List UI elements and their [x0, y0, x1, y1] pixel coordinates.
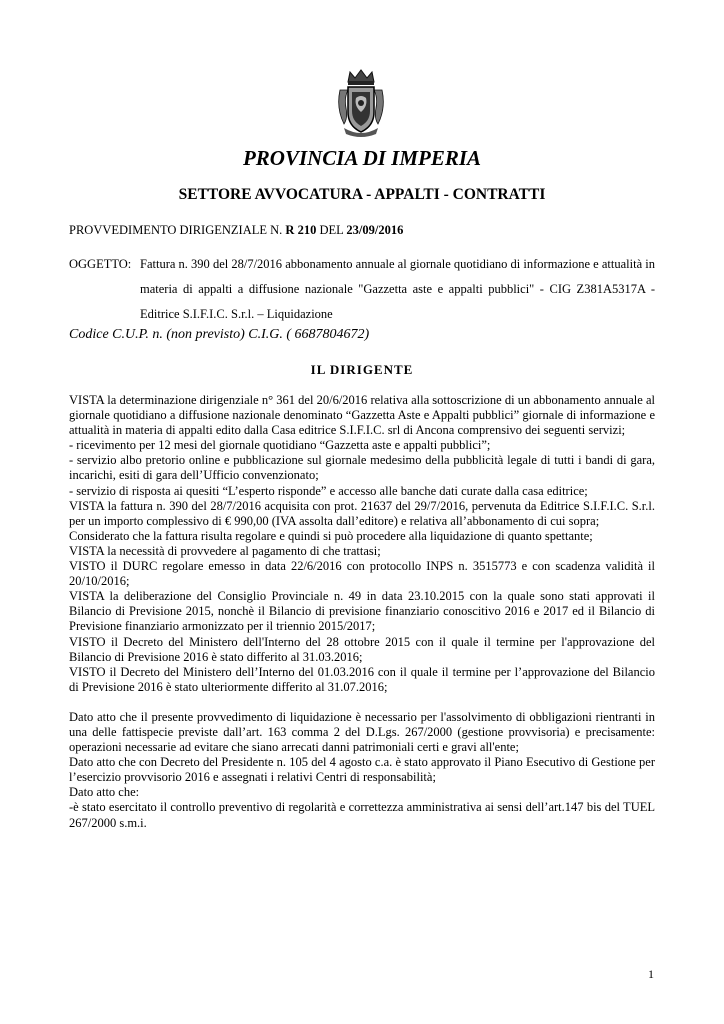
provvedimento-date: 23/09/2016 [346, 223, 404, 237]
paragraph: VISTA la fattura n. 390 del 28/7/2016 acquisita con prot. 21637 del 29/7/2016, pervenuta da Editrice S.I.F.I.C. S.r.l. per un importo complessivo di € 990,00 (IVA assolta dall’editore) e relativa all’abbonamento di cui sopra; [69, 498, 655, 528]
paragraph: VISTA la deliberazione del Consiglio Provinciale n. 49 in data 23.10.2015 con la quale sono stati approvati il Bilancio di Previsione 2015, nonchè il Bilancio di previsione finanziario conoscitivo 2016 e 2017 ed il Bilancio di Previsione finanziario armonizzato per il triennio 2015/2017; [69, 589, 655, 634]
provvedimento-del: DEL [316, 223, 347, 237]
document-body [69, 393, 655, 831]
paragraph: VISTA la determinazione dirigenziale n° 361 del 20/6/2016 relativa alla sottoscrizione di un abbonamento annuale al giornale quotidiano a diffusione nazionale denominato “Gazzetta Aste e Appalti pubblici” giornale di informazione e attualità in materia di appalti edito dalla Casa editrice S.I.F.I.C. srl di Ancona comprensivo dei seguenti servizi; [69, 393, 655, 438]
codice-cup-cig: Codice C.U.P. n. (non previsto) C.I.G. ( 6687804672) [69, 327, 370, 342]
page-title: PROVINCIA DI IMPERIA [242, 146, 482, 170]
page-number: 1 [648, 967, 654, 981]
paragraph: VISTO il Decreto del Ministero dell’Interno del 01.03.2016 con il quale il termine per l’approvazione del Bilancio di Previsione 2016 è stato ulteriormente differito al 31.07.2016; [69, 664, 655, 694]
coat-of-arms-logo [336, 68, 386, 138]
section-heading: IL DIRIGENTE [310, 362, 414, 377]
paragraph: VISTA la necessità di provvedere al pagamento di che trattasi; [69, 543, 381, 558]
oggetto-block [69, 252, 655, 327]
provvedimento-prefix: PROVVEDIMENTO DIRIGENZIALE N. [69, 223, 286, 237]
oggetto-text: Fattura n. 390 del 28/7/2016 abbonamento annuale al giornale quotidiano di informazione e attualità in materia di appalti a diffusione nazionale "Gazzetta aste e appalti pubblici" - CIG Z381A5317A - Editrice S.I.F.I.C. S.r.l. – Liquidazione [140, 257, 655, 321]
department-subtitle: SETTORE AVVOCATURA - APPALTI - CONTRATTI [178, 186, 546, 203]
paragraph: - ricevimento per 12 mesi del giornale quotidiano “Gazzetta aste e appalti pubblici”; [69, 438, 491, 453]
paragraph: Considerato che la fattura risulta regolare e quindi si può procedere alla liquidazione di quanto spettante; [69, 528, 593, 543]
paragraph: VISTO il Decreto del Ministero dell'Interno del 28 ottobre 2015 con il quale il termine per l'approvazione del Bilancio di Previsione 2016 è stato differito al 31.03.2016; [69, 634, 655, 664]
provvedimento-number: R 210 [285, 223, 317, 237]
paragraph: Dato atto che: [69, 785, 140, 800]
paragraph: VISTO il DURC regolare emesso in data 22/6/2016 con protocollo INPS n. 3515773 e con scadenza validità il 20/10/2016; [69, 559, 655, 589]
paragraph: Dato atto che il presente provvedimento di liquidazione è necessario per l'assolvimento di obbligazioni rientranti in una delle fattispecie previste dall’art. 163 comma 2 del D.Lgs. 267/2000 (gestione provvisoria) e precisamente: operazioni necessarie ad evitare che siano arrecati danni patrimoniali certi e gravi all'ente; [69, 709, 655, 755]
paragraph: - servizio di risposta ai quesiti “L’esperto risponde” e accesso alle banche dati curate dalla casa editrice; [69, 483, 588, 498]
paragraph: -è stato esercitato il controllo preventivo di regolarità e correttezza amministrativa ai sensi dell’art.147 bis del TUEL 267/2000 s.m.i. [69, 800, 655, 830]
paragraph: - servizio albo pretorio online e pubblicazione sul giornale medesimo della pubblicità legale di tutti i bandi di gara, incarichi, esiti di gara dell’Ufficio convenzionato; [69, 453, 655, 483]
paragraph-gap [69, 695, 655, 710]
oggetto-label: OGGETTO: [69, 257, 132, 271]
paragraph: Dato atto che con Decreto del Presidente n. 105 del 4 agosto c.a. è stato approvato il Piano Esecutivo di Gestione per l’esercizio provvisorio 2016 e assegnati i relativi Centri di responsabilità; [69, 755, 655, 785]
provvedimento-line [69, 223, 403, 238]
